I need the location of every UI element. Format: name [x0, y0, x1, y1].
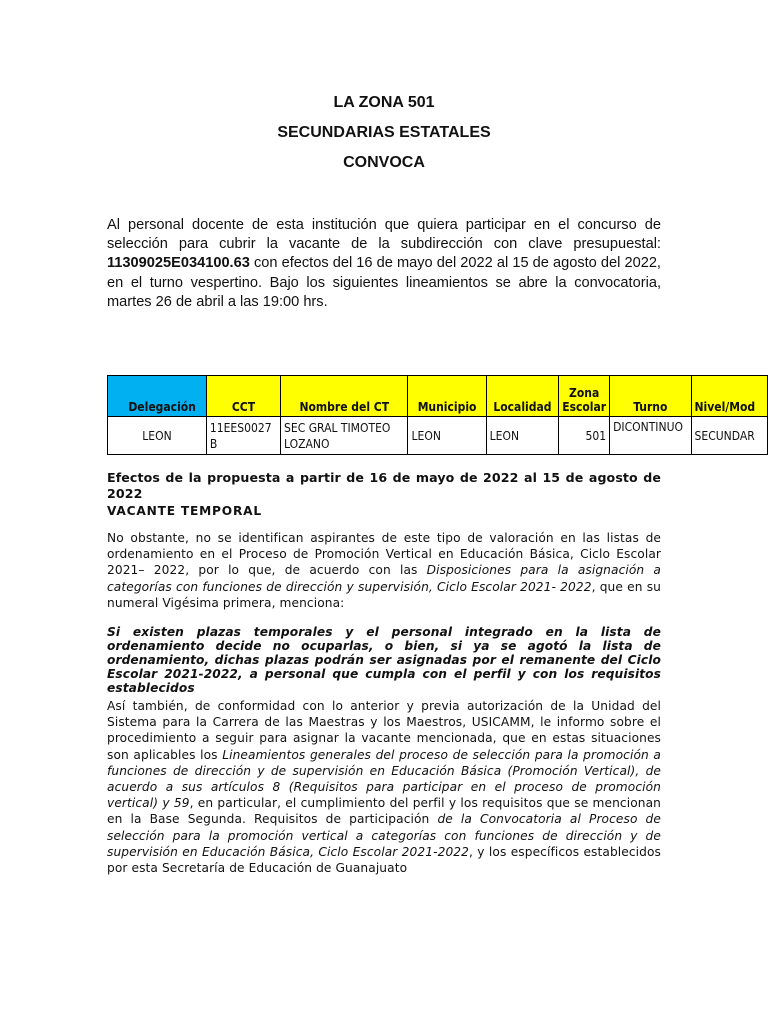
title-zona: LA ZONA 501 [333, 94, 435, 111]
p3-lineamientos: Lineamientos generales del proceso de selección para la promoción a funciones de dirección y de supervisión en Educación Básica (Promoción Vertical), de acuerdo a sus artículos 8 (Requisitos para participar en el proceso de promoción vertical) y 59 [107, 747, 661, 811]
paragraph-asi-tambien [107, 698, 661, 876]
cell-nombre-ct: SEC GRAL TIMOTEO LOZANO [281, 417, 408, 455]
cell-municipio: LEON [408, 417, 486, 455]
school-info-table [107, 375, 768, 455]
document-title-block [0, 92, 768, 182]
header-zona-escolar: Zona Escolar [559, 376, 610, 417]
p1-disposiciones: Disposiciones para la asignación a categorías con funciones de dirección y supervisión, Ciclo Escolar 2021- 2022 [107, 563, 661, 594]
intro-text-1: Al personal docente de esta institución que quiera participar en el concurso de selección para cubrir la vacante de la subdirección con clave presupuestal: [107, 217, 661, 253]
table-row [108, 417, 768, 455]
efectos-heading: Efectos de la propuesta a partir de 16 de mayo de 2022 al 15 de agosto de 2022 [107, 470, 661, 502]
header-localidad: Localidad [486, 376, 559, 417]
cell-localidad: LEON [486, 417, 559, 455]
p1-text-c: , que en su numeral Vigésima primera, menciona: [107, 579, 661, 610]
header-delegacion: Delegación [108, 376, 207, 417]
title-convoca: CONVOCA [343, 154, 425, 171]
intro-text-2: con efectos del 16 de mayo del 2022 al 15 de agosto del 2022, en el turno vespertino. Bajo los siguientes lineamientos se abre la convocatoria, martes 26 de abril a las 19:00 hrs. [107, 255, 661, 310]
p3-text-e: , y los específicos establecidos por esta Secretaría de Educación de Guanajuato [107, 844, 661, 876]
title-secundarias: SECUNDARIAS ESTATALES [277, 124, 491, 141]
header-nombre-ct: Nombre del CT [281, 376, 408, 417]
cell-delegacion: LEON [108, 417, 207, 455]
intro-paragraph [107, 216, 661, 312]
cell-cct: 11EES0027B [206, 417, 280, 455]
p1-text-a: No obstante, no se identifican aspirantes de este tipo de valoración en las listas de ordenamiento en el Proceso de Promoción Vertical en Educación Básica, Ciclo Escolar 2021– 2022, por lo que, de acuerdo con las [107, 531, 661, 578]
cell-nivel-mod: SECUNDAR [691, 417, 767, 455]
cell-turno: DICONTINUO [610, 417, 691, 455]
paragraph-quote: Si existen plazas temporales y el personal integrado en la lista de ordenamiento decide no ocuparlas, o bien, si ya se agotó la lista de ordenamiento, dichas plazas podrán ser asignadas por el remanente del Ciclo Escolar 2021-2022, a personal que cumpla con el perfil y con los requisitos establecidos [107, 625, 661, 695]
intro-clave-presupuestal: 11309025E034100.63 [107, 255, 250, 272]
header-nivel-mod: Nivel/Mod [691, 376, 767, 417]
header-municipio: Municipio [408, 376, 486, 417]
header-cct: CCT [206, 376, 280, 417]
p3-text-a: Así también, de conformidad con lo anterior y previa autorización de la Unidad del Sistema para la Carrera de las Maestras y los Maestros, USICAMM, le informo sobre el procedimiento a seguir para asignar la vacante mencionada, que en estas situaciones son aplicables los [107, 699, 661, 762]
p3-text-c: , en particular, el cumplimiento del perfil y los requisitos que se mencionan en la Base Segunda. Requisitos de participación [107, 796, 661, 827]
cell-zona-escolar: 501 [559, 417, 610, 455]
p3-convocatoria: de la Convocatoria al Proceso de selección para la promoción vertical a categorías con funciones de dirección y de supervisión en Educación Básica, Ciclo Escolar 2021-2022 [107, 812, 661, 859]
header-turno: Turno [610, 376, 691, 417]
vacante-heading: VACANTE TEMPORAL [107, 504, 262, 518]
table-header-row [108, 376, 768, 417]
paragraph-no-obstante [107, 530, 661, 611]
